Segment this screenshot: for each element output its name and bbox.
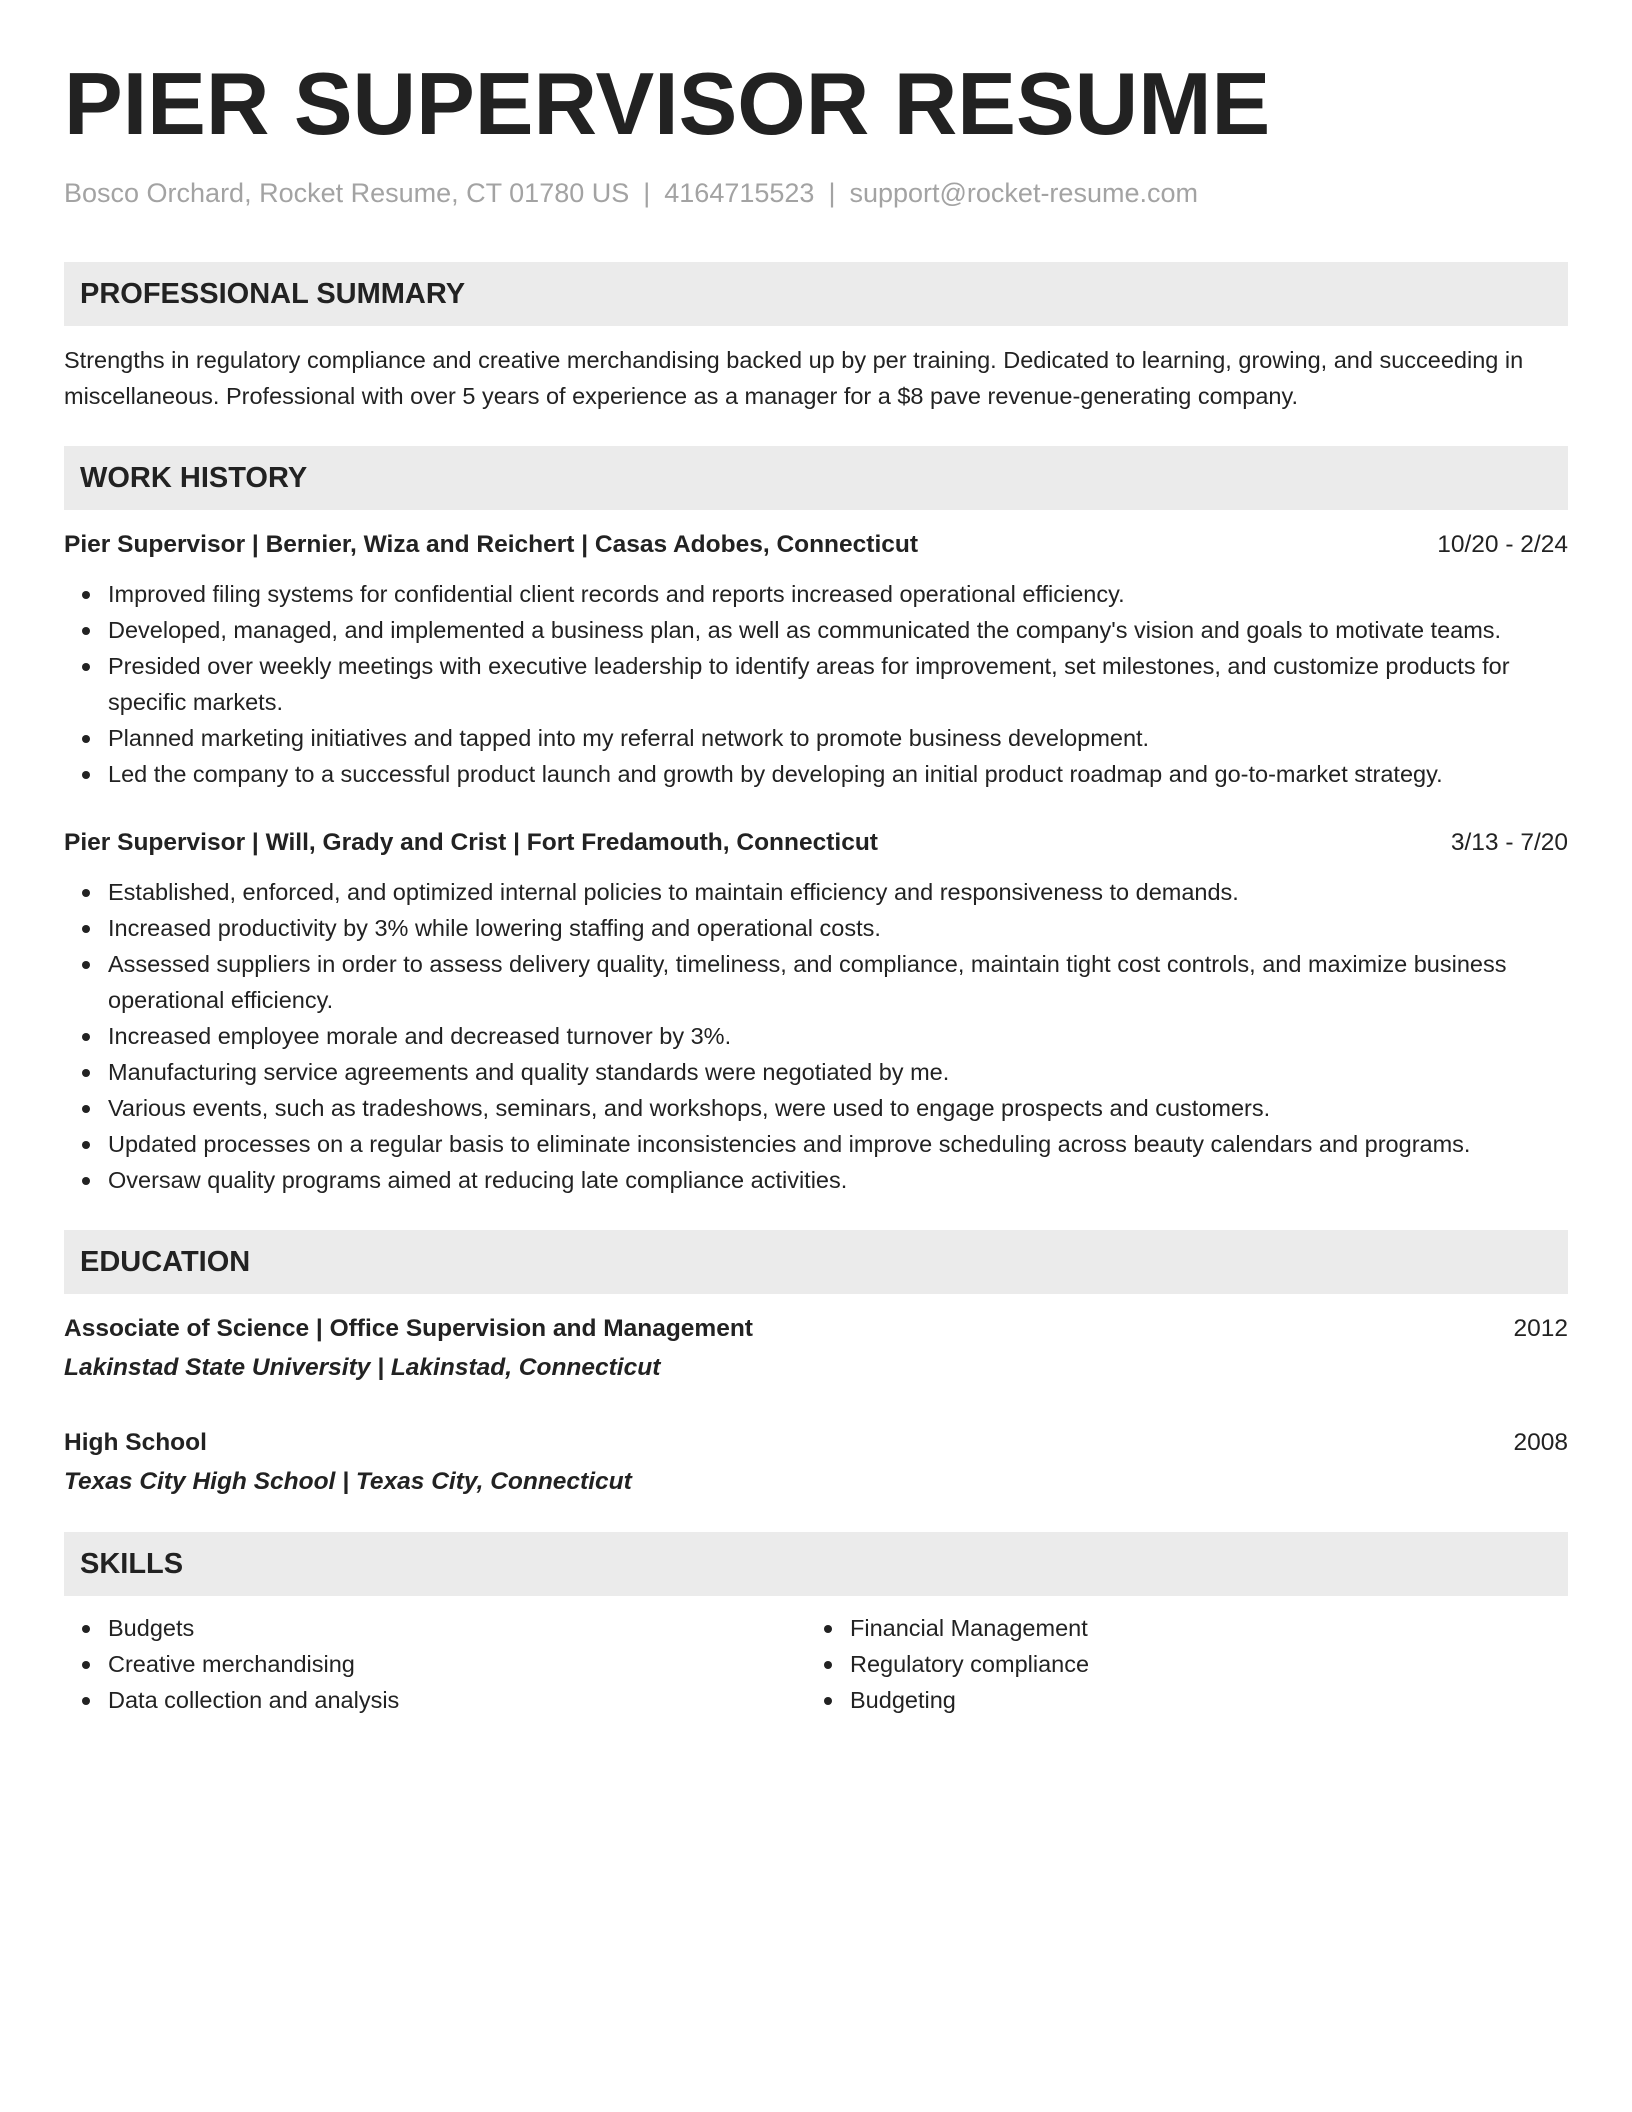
list-item xyxy=(108,1646,806,1682)
bullet-text: Led the company to a successful product launch and growth by developing an initial product roadmap and go-to-market strategy. xyxy=(108,761,1443,787)
job-header xyxy=(64,528,1568,562)
section-title: SKILLS xyxy=(80,1547,184,1580)
bullet-text: Manufacturing service agreements and quality standards were negotiated by me. xyxy=(108,1059,950,1085)
skill-text: Budgets xyxy=(108,1615,195,1641)
bullet-icon xyxy=(82,1697,90,1705)
bullet-icon xyxy=(82,1141,90,1149)
section-header-summary xyxy=(64,262,1568,326)
list-item xyxy=(108,576,1568,612)
summary-text: Strengths in regulatory compliance and creative merchandising backed up by per training. Dedicated to learning, growing, and succeeding in miscellaneous. Professional with over 5 years of experience as a manager for a $8 pave revenue-generating company. xyxy=(64,347,1524,409)
bullet-text: Oversaw quality programs aimed at reducing late compliance activities. xyxy=(108,1167,848,1193)
bullet-text: Improved filing systems for confidential client records and reports increased operational efficiency. xyxy=(108,581,1125,607)
section-title: WORK HISTORY xyxy=(80,461,308,494)
bullet-text: Updated processes on a regular basis to eliminate inconsistencies and improve scheduling across beauty calendars and programs. xyxy=(108,1131,1471,1157)
bullet-icon xyxy=(82,1177,90,1185)
skill-text: Regulatory compliance xyxy=(850,1651,1090,1677)
section-header-skills xyxy=(64,1532,1568,1596)
bullet-icon xyxy=(82,735,90,743)
job-dates: 3/13 - 7/20 xyxy=(1450,829,1568,856)
education-degree: Associate of Science | Office Supervision and Management xyxy=(64,1315,753,1342)
bullet-icon xyxy=(82,627,90,635)
skills-list-right xyxy=(806,1610,1548,1718)
contact-separator: | xyxy=(828,178,836,208)
education-header xyxy=(64,1312,1568,1346)
skill-text: Budgeting xyxy=(850,1687,956,1713)
bullet-text: Planned marketing initiatives and tapped into my referral network to promote business development. xyxy=(108,725,1150,751)
list-item xyxy=(850,1610,1548,1646)
bullet-text: Assessed suppliers in order to assess delivery quality, timeliness, and compliance, maintain tight cost controls, and maximize business operational efficiency. xyxy=(108,951,1507,1013)
education-entry xyxy=(64,1312,1568,1386)
bullet-icon xyxy=(82,591,90,599)
bullet-icon xyxy=(824,1625,832,1633)
list-item xyxy=(850,1682,1548,1718)
bullet-icon xyxy=(82,771,90,779)
bullet-icon xyxy=(824,1661,832,1669)
bullet-text: Developed, managed, and implemented a business plan, as well as communicated the company's vision and goals to motivate teams. xyxy=(108,617,1502,643)
list-item xyxy=(108,1682,806,1718)
job-bullet-list xyxy=(64,874,1568,1198)
section-header-work-history xyxy=(64,446,1568,510)
skill-text: Financial Management xyxy=(850,1615,1088,1641)
bullet-icon xyxy=(824,1697,832,1705)
skill-text: Creative merchandising xyxy=(108,1651,355,1677)
bullet-icon xyxy=(82,1105,90,1113)
section-title: PROFESSIONAL SUMMARY xyxy=(80,277,466,310)
skills-list-left xyxy=(64,1610,806,1718)
list-item xyxy=(108,1610,806,1646)
job-header xyxy=(64,826,1568,860)
bullet-icon xyxy=(82,889,90,897)
list-item xyxy=(108,1018,1568,1054)
resume-title: PIER SUPERVISOR RESUME xyxy=(64,54,1271,153)
education-entry xyxy=(64,1426,1568,1500)
education-year: 2008 xyxy=(1513,1429,1568,1456)
bullet-icon xyxy=(82,1661,90,1669)
education-year: 2012 xyxy=(1513,1315,1568,1342)
job-bullet-list xyxy=(64,576,1568,792)
bullet-icon xyxy=(82,961,90,969)
bullet-text: Established, enforced, and optimized internal policies to maintain efficiency and responsiveness to demands. xyxy=(108,879,1239,905)
education-school: Lakinstad State University | Lakinstad, Connecticut xyxy=(64,1354,661,1381)
contact-phone: 4164715523 xyxy=(664,178,815,208)
resume-page xyxy=(64,56,1568,1718)
list-item xyxy=(108,1126,1568,1162)
job-title: Pier Supervisor | Will, Grady and Crist | Fort Fredamouth, Connecticut xyxy=(64,829,878,856)
list-item xyxy=(108,612,1568,648)
job-entry xyxy=(64,826,1568,1198)
bullet-icon xyxy=(82,663,90,671)
list-item xyxy=(108,946,1568,1018)
list-item xyxy=(108,648,1568,720)
bullet-text: Increased productivity by 3% while lowering staffing and operational costs. xyxy=(108,915,881,941)
job-title: Pier Supervisor | Bernier, Wiza and Reichert | Casas Adobes, Connecticut xyxy=(64,531,918,558)
bullet-text: Presided over weekly meetings with executive leadership to identify areas for improvement, set milestones, and customize products for specific markets. xyxy=(108,653,1510,715)
education-school: Texas City High School | Texas City, Connecticut xyxy=(64,1468,632,1495)
list-item xyxy=(108,1090,1568,1126)
bullet-text: Increased employee morale and decreased turnover by 3%. xyxy=(108,1023,732,1049)
education-degree: High School xyxy=(64,1429,207,1456)
job-entry xyxy=(64,528,1568,792)
job-dates: 10/20 - 2/24 xyxy=(1437,531,1568,558)
list-item xyxy=(108,720,1568,756)
contact-address: Bosco Orchard, Rocket Resume, CT 01780 US xyxy=(64,178,630,208)
skill-text: Data collection and analysis xyxy=(108,1687,400,1713)
bullet-icon xyxy=(82,1033,90,1041)
section-title: EDUCATION xyxy=(80,1245,251,1278)
list-item xyxy=(108,756,1568,792)
list-item xyxy=(108,1054,1568,1090)
list-item xyxy=(108,1162,1568,1198)
education-header xyxy=(64,1426,1568,1460)
list-item xyxy=(108,874,1568,910)
section-header-education xyxy=(64,1230,1568,1294)
list-item xyxy=(850,1646,1548,1682)
bullet-icon xyxy=(82,925,90,933)
bullet-icon xyxy=(82,1625,90,1633)
contact-line xyxy=(64,176,1568,210)
bullet-icon xyxy=(82,1069,90,1077)
contact-separator: | xyxy=(643,178,651,208)
skills-columns xyxy=(64,1610,1568,1718)
contact-email: support@rocket-resume.com xyxy=(849,178,1198,208)
bullet-text: Various events, such as tradeshows, seminars, and workshops, were used to engage prospects and customers. xyxy=(108,1095,1271,1121)
list-item xyxy=(108,910,1568,946)
